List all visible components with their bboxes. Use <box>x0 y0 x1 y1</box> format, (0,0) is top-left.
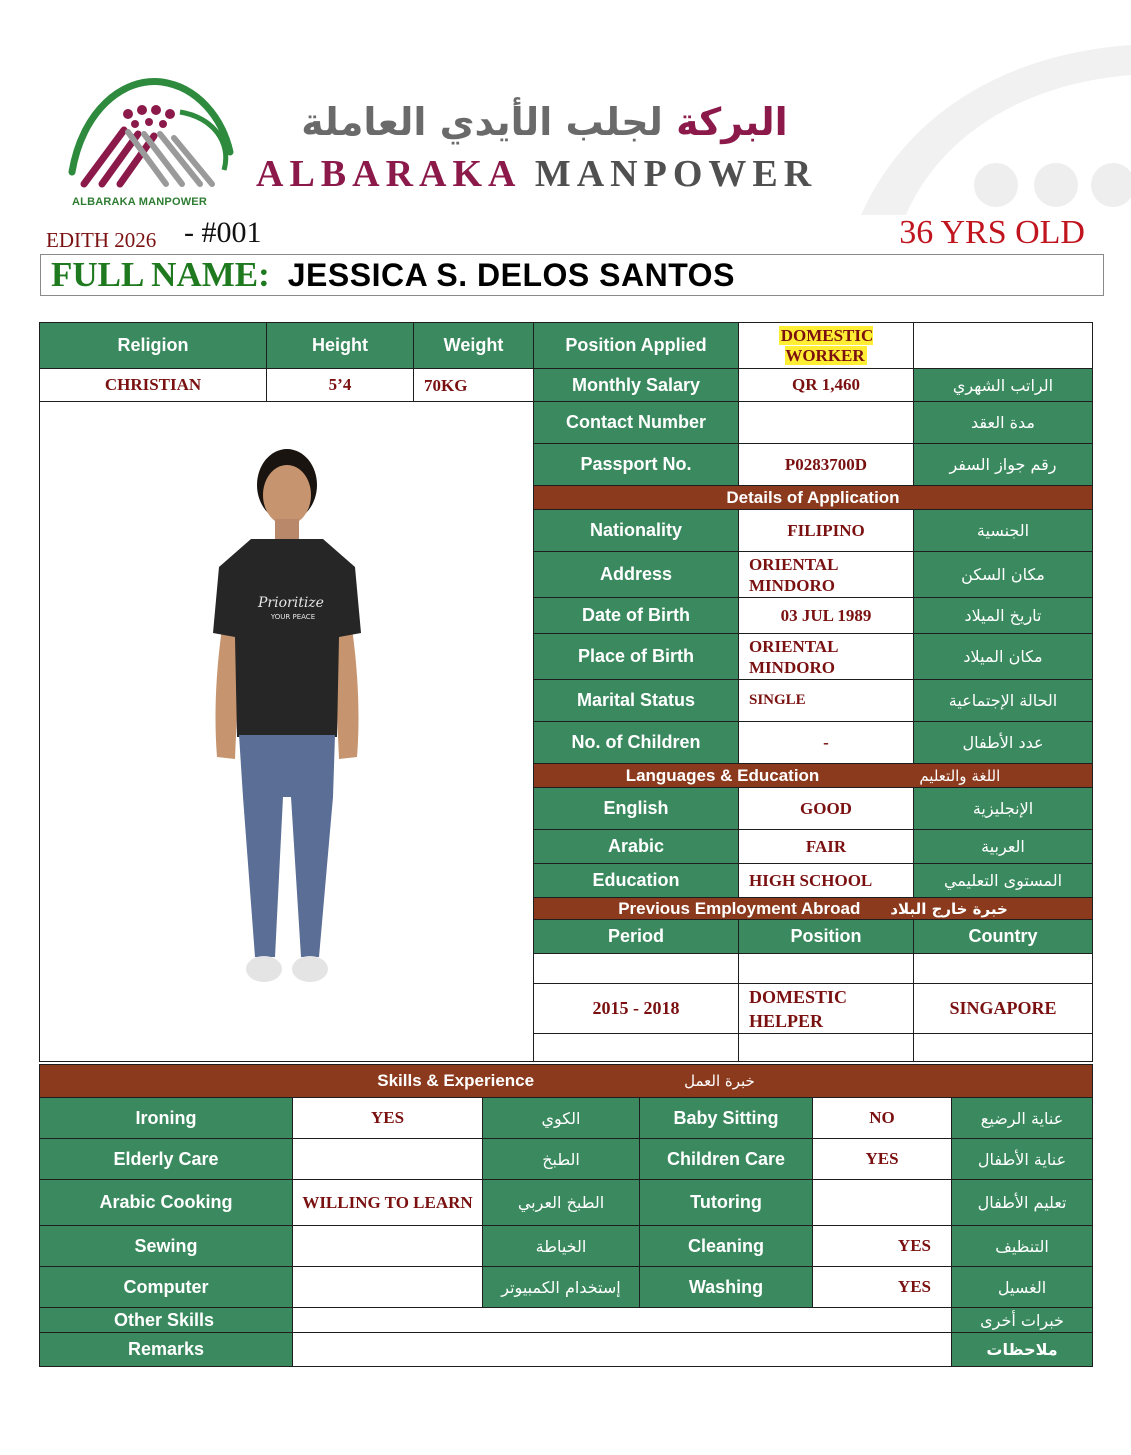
skill-label: Computer <box>40 1267 293 1308</box>
skill-value: YES <box>813 1139 952 1180</box>
remarks-arabic: ملاحظات <box>952 1333 1093 1367</box>
skill-value: WILLING TO LEARN <box>293 1180 483 1226</box>
skill-arabic: الخياطة <box>483 1226 640 1267</box>
nationality-arabic: الجنسية <box>914 510 1093 552</box>
skill-arabic: تعليم الأطفال <box>952 1180 1093 1226</box>
skill-value <box>293 1139 483 1180</box>
employment-period <box>534 954 739 984</box>
skill-arabic: إستخدام الكمبيوتر <box>483 1267 640 1308</box>
place-of-birth-label: Place of Birth <box>534 634 739 680</box>
weight-value: 70KG <box>414 369 534 402</box>
religion-value: CHRISTIAN <box>40 369 267 402</box>
full-name-value: JESSICA S. DELOS SANTOS <box>287 256 735 293</box>
address-arabic: مكان السكن <box>914 552 1093 598</box>
marital-status-label: Marital Status <box>534 680 739 722</box>
skill-arabic: الغسيل <box>952 1267 1093 1308</box>
employment-period: 2015 - 2018 <box>534 984 739 1034</box>
skills-header-en: Skills & Experience <box>377 1071 535 1090</box>
skill-value: YES <box>813 1226 952 1267</box>
skill-label: Tutoring <box>640 1180 813 1226</box>
position-applied-extra <box>914 323 1093 369</box>
skill-value: YES <box>813 1267 952 1308</box>
height-header: Height <box>267 323 414 369</box>
full-name-label: FULL NAME: <box>51 255 270 294</box>
employment-position <box>739 1034 914 1062</box>
position-applied-highlight: DOMESTIC WORKER <box>780 325 874 365</box>
english-arabic: الإنجليزية <box>914 788 1093 830</box>
employment-period <box>534 1034 739 1062</box>
candidate-photo-cell <box>40 402 534 1062</box>
other-skills-arabic: خبرات أخرى <box>952 1308 1093 1333</box>
brand-arabic-part2: لجلب الأيدي العاملة <box>301 100 663 144</box>
skills-table <box>39 1064 1093 1367</box>
children-label: No. of Children <box>534 722 739 764</box>
contact-number-arabic: مدة العقد <box>914 402 1093 444</box>
monthly-salary-label: Monthly Salary <box>534 369 739 402</box>
employment-country: SINGAPORE <box>914 984 1093 1034</box>
marital-status-arabic: الحالة الإجتماعية <box>914 680 1093 722</box>
remarks-label: Remarks <box>40 1333 293 1367</box>
skills-header-ar: خبرة العمل <box>684 1072 755 1090</box>
date-of-birth-arabic: تاريخ الميلاد <box>914 598 1093 634</box>
brand-name-english <box>256 152 817 196</box>
skill-arabic: الطبخ العربي <box>483 1180 640 1226</box>
age-label: 36 YRS OLD <box>899 214 1085 251</box>
skill-value <box>813 1180 952 1226</box>
height-value: 5’4 <box>267 369 414 402</box>
skill-label: Washing <box>640 1267 813 1308</box>
skill-label: Sewing <box>40 1226 293 1267</box>
monthly-salary-arabic: الراتب الشهري <box>914 369 1093 402</box>
education-arabic: المستوى التعليمي <box>914 864 1093 898</box>
skill-value: NO <box>813 1098 952 1139</box>
skill-label: Children Care <box>640 1139 813 1180</box>
brand-arabic-part1: البركة <box>676 100 788 144</box>
other-skills-label: Other Skills <box>40 1308 293 1333</box>
brand-english-part2: MANPOWER <box>534 153 818 195</box>
country-column-header: Country <box>914 920 1093 954</box>
marital-status-value: SINGLE <box>739 680 914 722</box>
religion-header: Religion <box>40 323 267 369</box>
skill-value: YES <box>293 1098 483 1139</box>
skill-arabic: عناية الرضيع <box>952 1098 1093 1139</box>
address-label: Address <box>534 552 739 598</box>
skill-label: Baby Sitting <box>640 1098 813 1139</box>
contact-number-label: Contact Number <box>534 402 739 444</box>
shirt-print-line2: YOUR PEACE <box>270 612 315 621</box>
skill-arabic: الطبخ <box>483 1139 640 1180</box>
position-column-header: Position <box>739 920 914 954</box>
skill-value <box>293 1267 483 1308</box>
languages-header <box>534 764 1093 788</box>
employment-country <box>914 954 1093 984</box>
skill-value <box>293 1226 483 1267</box>
skill-arabic: عناية الأطفال <box>952 1139 1093 1180</box>
logo-caption: ALBARAKA MANPOWER <box>72 196 207 208</box>
details-header: Details of Application <box>534 486 1093 510</box>
languages-header-ar: اللغة والتعليم <box>919 766 1001 785</box>
employment-header-ar: خبرة خارج البلاد <box>890 899 1008 918</box>
arabic-value: FAIR <box>739 830 914 864</box>
other-skills-value <box>293 1308 952 1333</box>
employment-country <box>914 1034 1093 1062</box>
arabic-label: Arabic <box>534 830 739 864</box>
english-value: GOOD <box>739 788 914 830</box>
skill-label: Ironing <box>40 1098 293 1139</box>
arabic-arabic: العربية <box>914 830 1093 864</box>
children-arabic: عدد الأطفال <box>914 722 1093 764</box>
position-applied-value <box>739 323 914 369</box>
education-label: Education <box>534 864 739 898</box>
address-value: ORIENTAL MINDORO <box>739 552 914 598</box>
skills-header <box>40 1065 1093 1098</box>
employment-header-en: Previous Employment Abroad <box>618 898 861 918</box>
period-column-header: Period <box>534 920 739 954</box>
remarks-value <box>293 1333 952 1367</box>
monthly-salary-value: QR 1,460 <box>739 369 914 402</box>
place-of-birth-arabic: مكان الميلاد <box>914 634 1093 680</box>
albaraka-logo <box>62 72 237 214</box>
full-name-box <box>40 254 1104 296</box>
skill-arabic: التنظيف <box>952 1226 1093 1267</box>
reference-number: - #001 <box>184 216 262 249</box>
weight-header: Weight <box>414 323 534 369</box>
date-of-birth-value: 03 JUL 1989 <box>739 598 914 634</box>
employment-header <box>534 898 1093 920</box>
education-value: HIGH SCHOOL <box>739 864 914 898</box>
background-watermark <box>841 35 1131 215</box>
brand-name-arabic <box>252 100 837 144</box>
skill-label: Arabic Cooking <box>40 1180 293 1226</box>
passport-value: P0283700D <box>739 444 914 486</box>
skill-label: Cleaning <box>640 1226 813 1267</box>
skill-arabic: الكوي <box>483 1098 640 1139</box>
application-table <box>39 322 1093 1062</box>
date-of-birth-label: Date of Birth <box>534 598 739 634</box>
agent-reference: EDITH 2026 <box>46 228 157 252</box>
children-value: - <box>739 722 914 764</box>
place-of-birth-value: ORIENTAL MINDORO <box>739 634 914 680</box>
skill-label: Elderly Care <box>40 1139 293 1180</box>
brand-english-part1: ALBARAKA <box>256 153 520 195</box>
languages-header-en: Languages & Education <box>625 765 820 785</box>
position-applied-label: Position Applied <box>534 323 739 369</box>
candidate-photo <box>177 437 397 1027</box>
employment-position <box>739 954 914 984</box>
passport-arabic: رقم جواز السفر <box>914 444 1093 486</box>
employment-position: DOMESTIC HELPER <box>739 984 914 1034</box>
english-label: English <box>534 788 739 830</box>
shirt-print-line1: Prioritize <box>257 594 324 611</box>
contact-number-value <box>739 402 914 444</box>
nationality-label: Nationality <box>534 510 739 552</box>
passport-label: Passport No. <box>534 444 739 486</box>
nationality-value: FILIPINO <box>739 510 914 552</box>
